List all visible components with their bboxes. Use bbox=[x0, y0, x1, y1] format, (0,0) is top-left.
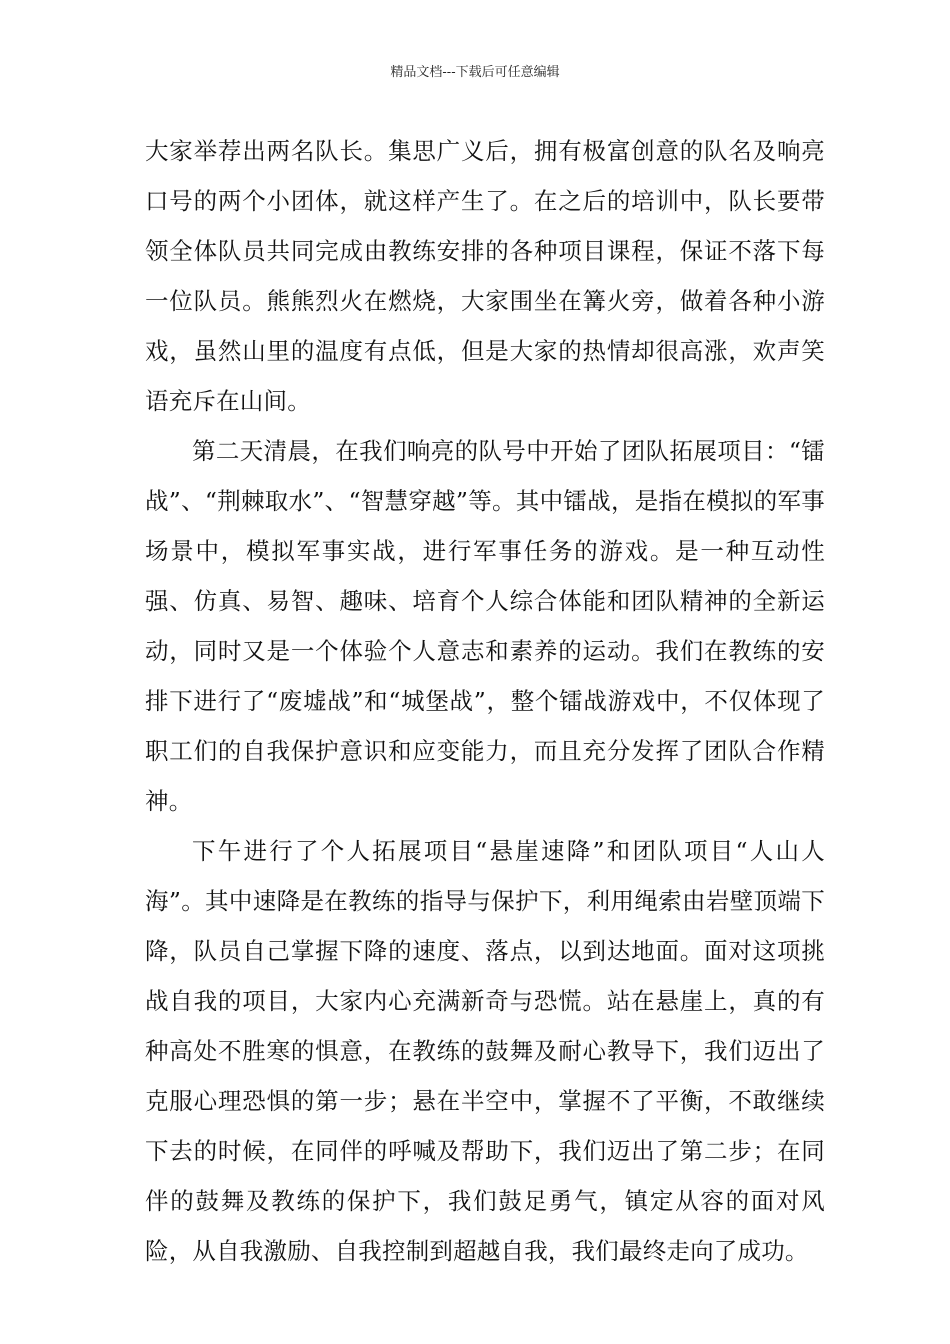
page-header: 精品文档---下载后可任意编辑 bbox=[390, 65, 560, 80]
paragraph-2: 第二天清晨，在我们响亮的队号中开始了团队拓展项目：“镭战”、“荆棘取水”、“智慧穿越”等。其中镭战，是指在模拟的军事场景中，模拟军事实战，进行军事任务的游戏。是一种互动性强、仿真、易智、趣味、培育个人综合体能和团队精神的全新运动，同时又是一个体验个人意志和素养的运动。我们在教练的安排下进行了“废墟战”和“城堡战”，整个镭战游戏中，不仅体现了职工们的自我保护意识和应变能力，而且充分发挥了团队合作精神。 bbox=[145, 437, 825, 815]
document-body bbox=[145, 126, 825, 1276]
paragraph-1: 大家举荐出两名队长。集思广义后，拥有极富创意的队名及响亮口号的两个小团体，就这样产生了。在之后的培训中，队长要带领全体队员共同完成由教练安排的各种项目课程，保证不落下每一位队员。熊熊烈火在燃烧，大家围坐在篝火旁，做着各种小游戏，虽然山里的温度有点低，但是大家的热情却很高涨，欢声笑语充斥在山间。 bbox=[145, 137, 825, 415]
paragraph-3: 下午进行了个人拓展项目“悬崖速降”和团队项目“人山人海”。其中速降是在教练的指导与保护下，利用绳索由岩壁顶端下降，队员自己掌握下降的速度、落点，以到达地面。面对这项挑战自我的项目，大家内心充满新奇与恐慌。站在悬崖上，真的有种高处不胜寒的惧意，在教练的鼓舞及耐心教导下，我们迈出了克服心理恐惧的第一步；悬在半空中，掌握不了平衡，不敢继续下去的时候，在同伴的呼喊及帮助下，我们迈出了第二步；在同伴的鼓舞及教练的保护下，我们鼓足勇气，镇定从容的面对风险，从自我激励、自我控制到超越自我，我们最终走向了成功。 bbox=[145, 837, 825, 1265]
